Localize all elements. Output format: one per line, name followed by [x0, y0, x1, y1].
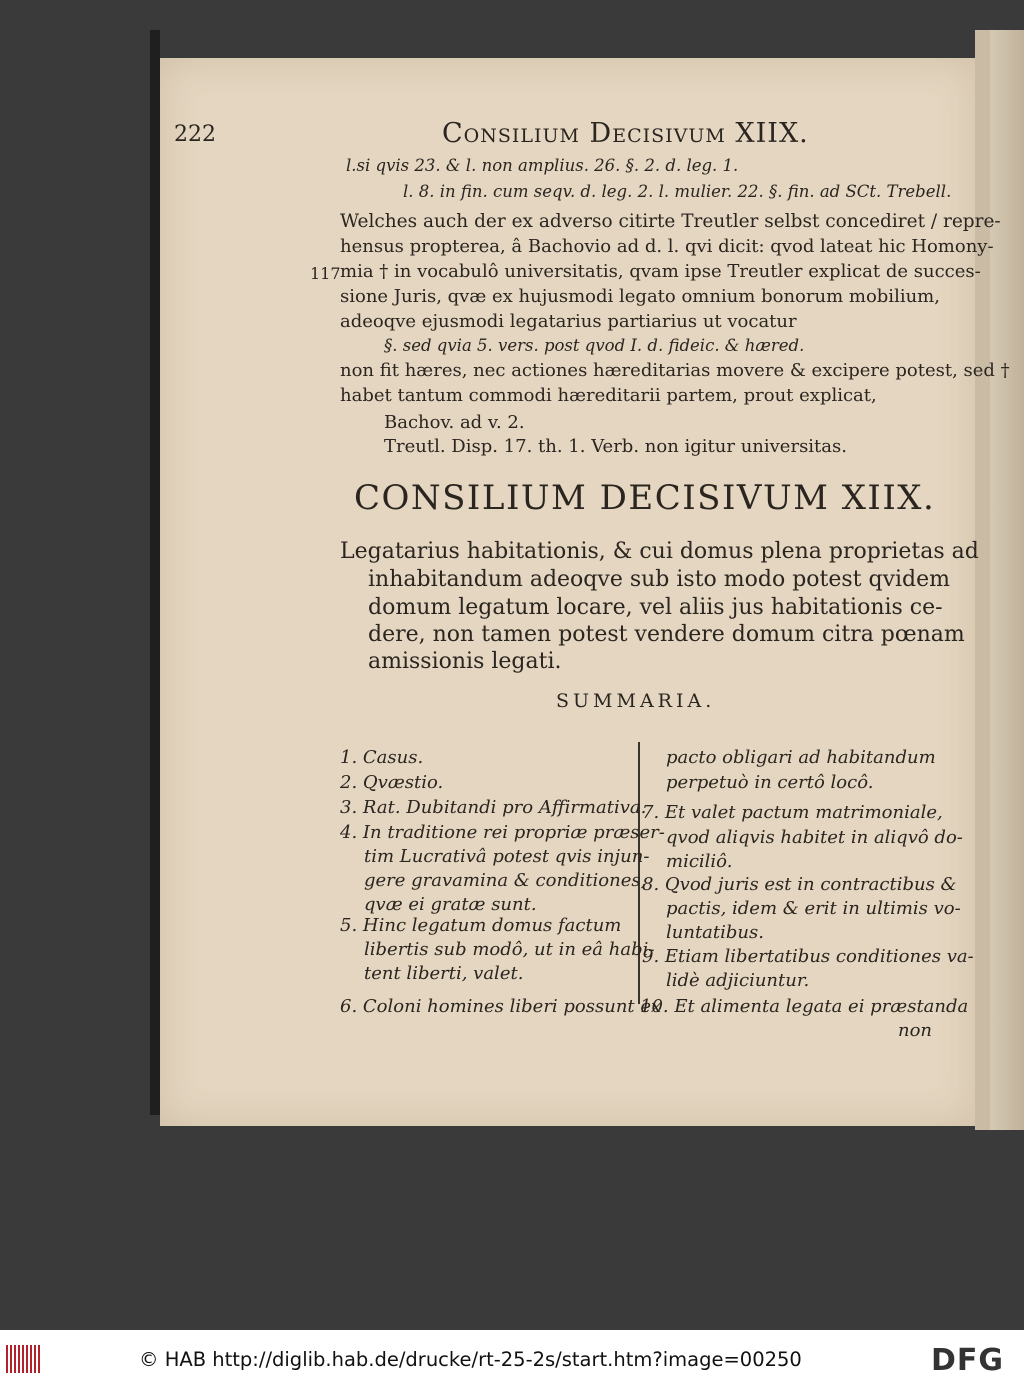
summary-item: 7. Et valet pactum matrimoniale, [642, 802, 943, 823]
body-line: Welches auch der ex adverso citirte Treutler selbst concediret / repre- [340, 211, 1001, 232]
summary-item: qvæ ei gratæ sunt. [364, 894, 537, 915]
summary-item: libertis sub modô, ut in eâ habi- [364, 939, 655, 960]
summary-item: miciliô. [666, 851, 733, 872]
source-link[interactable]: © HAB http://diglib.hab.de/drucke/rt-25-2s/start.htm?image=00250 [139, 1348, 802, 1371]
abstract-line: inhabitandum adeoqve sub isto modo potest qvidem [368, 567, 951, 592]
summary-item: 4. In traditione rei propriæ præser- [340, 822, 665, 843]
margin-number: 117 [310, 264, 341, 283]
summary-item: luntatibus. [666, 922, 764, 943]
summary-item: 1. Casus. [340, 747, 424, 768]
running-head: Consilium Decisivum XIIX. [442, 118, 809, 149]
summary-item: 5. Hinc legatum domus factum [340, 915, 622, 936]
summary-item: gere gravamina & conditiones, [364, 870, 647, 891]
summary-item: qvod aliqvis habitet in aliqvô do- [666, 827, 963, 848]
body-citation: Treutl. Disp. 17. th. 1. Verb. non igitur universitas. [384, 436, 847, 457]
facing-page-strip [990, 30, 1024, 1130]
summary-item: 8. Qvod juris est in contractibus & [642, 874, 957, 895]
summaria-heading: SUMMARIA. [556, 690, 716, 712]
section-title: CONSILIUM DECISIVUM XIIX. [354, 478, 936, 518]
citation-line: l.si qvis 23. & l. non amplius. 26. §. 2. d. leg. 1. [346, 156, 739, 175]
body-citation: §. sed qvia 5. vers. post qvod I. d. fideic. & hæred. [384, 336, 805, 355]
page-number: 222 [174, 122, 216, 147]
summary-item: pacto obligari ad habitandum [666, 747, 936, 768]
summary-item: non [898, 1020, 933, 1041]
summary-item: 3. Rat. Dubitandi pro Affirmativa. [340, 797, 647, 818]
abstract-line: amissionis legati. [368, 649, 562, 674]
body-citation: Bachov. ad v. 2. [384, 412, 525, 433]
summary-item: tent liberti, valet. [364, 963, 524, 984]
body-line: sione Juris, qvæ ex hujusmodi legato omnium bonorum mobilium, [340, 286, 940, 307]
book-gutter [150, 30, 160, 1115]
body-line: mia † in vocabulô universitatis, qvam ipse Treutler explicat de succes- [340, 261, 981, 282]
abstract-line: Legatarius habitationis, & cui domus plena proprietas ad [340, 539, 979, 564]
dfg-logo[interactable]: DFG [931, 1343, 1005, 1378]
body-line: habet tantum commodi hæreditarii partem, prout explicat, [340, 385, 877, 406]
summary-item: 2. Qvæstio. [340, 772, 444, 793]
summary-item: pactis, idem & erit in ultimis vo- [666, 898, 961, 919]
summary-item: 9. Etiam libertatibus conditiones va- [642, 946, 974, 967]
summary-item: 6. Coloni homines liberi possunt ex [340, 996, 662, 1017]
abstract-line: domum legatum locare, vel aliis jus habitationis ce- [368, 595, 943, 620]
summary-item: perpetuò in certô locô. [666, 772, 874, 793]
body-line: non fit hæres, nec actiones hæreditarias movere & excipere potest, sed † [340, 360, 1010, 381]
citation-line: l. 8. in fin. cum seqv. d. leg. 2. l. mulier. 22. §. fin. ad SCt. Trebell. [403, 182, 952, 201]
body-line: hensus propterea, â Bachovio ad d. l. qvi dicit: qvod lateat hic Homony- [340, 236, 994, 257]
summary-item: tim Lucrativâ potest qvis injun- [364, 846, 650, 867]
summary-item: 10. Et alimenta legata ei præstanda [640, 996, 969, 1017]
abstract-line: dere, non tamen potest vendere domum citra pœnam [368, 622, 965, 647]
body-line: adeoqve ejusmodi legatarius partiarius ut vocatur [340, 311, 797, 332]
summary-item: lidè adjiciuntur. [666, 970, 810, 991]
hab-barcode-logo-icon[interactable] [6, 1345, 40, 1373]
